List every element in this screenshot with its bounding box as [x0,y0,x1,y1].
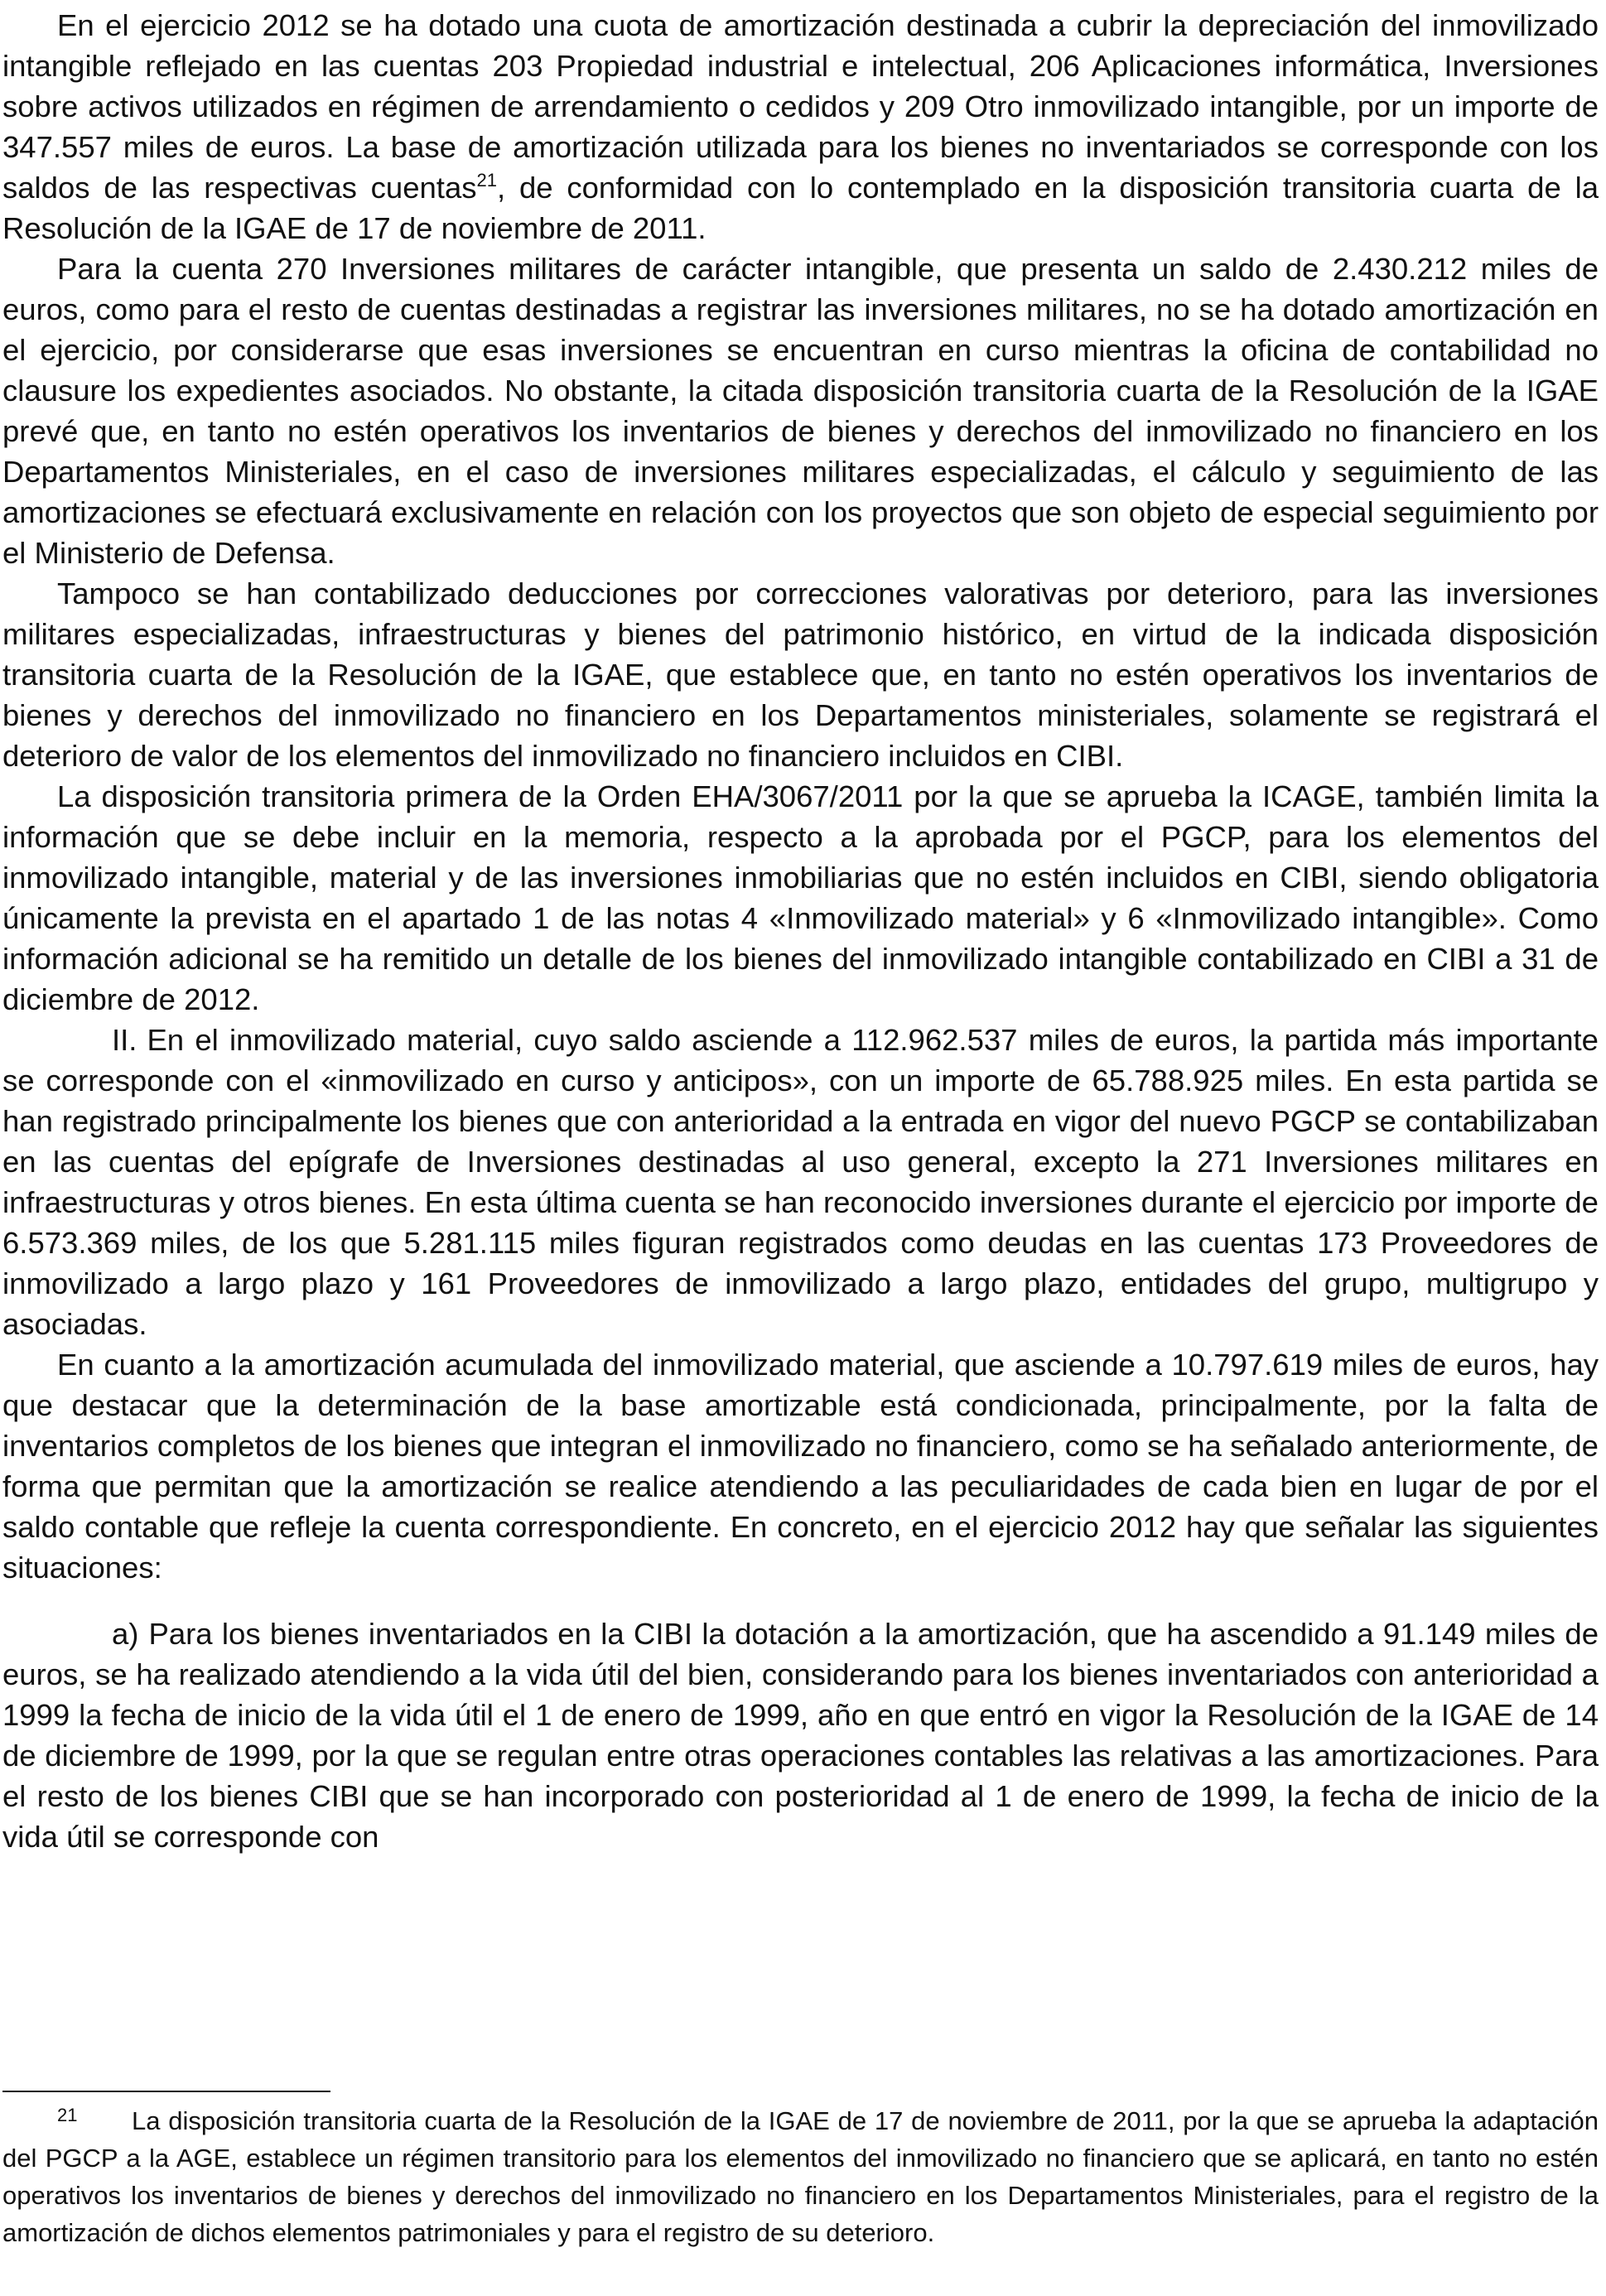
footnote-reference[interactable]: 21 [476,170,497,191]
paragraph-inversiones-militares [2,248,1599,573]
paragraph-amortizacion-acumulada [2,1344,1599,1588]
paragraph-text: Tampoco se han contabilizado deducciones por correcciones valorativas por deterioro, para las inversiones militares especializadas, infraestructuras y bienes del patrimonio histórico, en virtud de la indicada disposición transitoria cuarta de la Resolución de la IGAE, que establece que, en tanto no estén operativos los inventarios de bienes y derechos del inmovilizado no financiero en los Departamentos ministeriales, solamente se registrará el deterioro de valor de los elementos del inmovilizado no financiero incluidos en CIBI. [2,576,1599,773]
paragraph-amortizacion-intangible [2,5,1599,248]
list-label: a) [112,1617,139,1651]
paragraph-text: Para los bienes inventariados en la CIBI la dotación a la amortización, que ha ascendido a 91.149 miles de euros, se ha realizado atendiendo a la vida útil del bien, considerando para los bienes inventariados con anterioridad a 1999 la fecha de inicio de la vida útil el 1 de enero de 1999, año en que entró en vigor la Resolución de la IGAE de 14 de diciembre de 1999, por la que se regulan entre otras operaciones contables las relativas a las amortizaciones. Para el resto de los bienes CIBI que se han incorporado con posterioridad al 1 de enero de 1999, la fecha de inicio de la vida útil se corresponde con [2,1617,1599,1854]
paragraph-text: La disposición transitoria primera de la Orden EHA/3067/2011 por la que se aprueba la ICAGE, también limita la información que se debe incluir en la memoria, respecto a la aprobada por el PGCP, para los elementos del inmovilizado intangible, material y de las inversiones inmobiliarias que no estén incluidos en CIBI, siendo obligatoria únicamente la prevista en el apartado 1 de las notas 4 «Inmovilizado material» y 6 «Inmovilizado intangible». Como información adicional se ha remitido un detalle de los bienes del inmovilizado intangible contabilizado en CIBI a 31 de diciembre de 2012. [2,779,1599,1016]
footnote-21: 21 La disposición transitoria cuarta de la Resolución de la IGAE de 17 de noviembre de 2011, por la que se aprueba la adaptación del PGCP a la AGE, establece un régimen transitorio para los elementos del inmovilizado no financiero que se aplicará, en tanto no estén operativos los inventarios de bienes y derechos del inmovilizado no financiero en los Departamentos Ministeriales, para el registro de la amortización de dichos elementos patrimoniales y para el registro de su deterioro. [2,2105,1599,2247]
footnote-text: La disposición transitoria cuarta de la Resolución de la IGAE de 17 de noviembre de 2011, por la que se aprueba la adaptación del PGCP a la AGE, establece un régimen transitorio para los elementos del inmovilizado no financiero que se aplicará, en tanto no estén operativos los inventarios de bienes y derechos del inmovilizado no financiero en los Departamentos Ministeriales, para el registro de la amortización de dichos elementos patrimoniales y para el registro de su deterioro. [2,2106,1599,2247]
paragraph-text: En el inmovilizado material, cuyo saldo asciende a 112.962.537 miles de euros, la partida más importante se corresponde con el «inmovilizado en curso y anticipos», con un importe de 65.788.925 miles. En esta partida se han registrado principalmente los bienes que con anterioridad a la entrada en vigor del nuevo PGCP se contabilizaban en las cuentas del epígrafe de Inversiones destinadas al uso general, excepto la 271 Inversiones militares en infraestructuras y otros bienes. En esta última cuenta se han reconocido inversiones durante el ejercicio por importe de 6.573.369 miles, de los que 5.281.115 miles figuran registrados como deudas en las cuentas 173 Proveedores de inmovilizado a largo plazo y 161 Proveedores de inmovilizado a largo plazo, entidades del grupo, multigrupo y asociadas. [2,1023,1599,1341]
footnotes [2,2102,1599,2251]
paragraph-disposicion-transitoria [2,776,1599,1020]
paragraph-text: Para la cuenta 270 Inversiones militares de carácter intangible, que presenta un saldo de 2.430.212 miles de euros, como para el resto de cuentas destinadas a registrar las inversiones militares, no se ha dotado amortización en el ejercicio, por considerarse que esas inversiones se encuentran en curso mientras la oficina de contabilidad no clausure los expedientes asociados. No obstante, la citada disposición transitoria cuarta de la Resolución de la IGAE prevé que, en tanto no estén operativos los inventarios de bienes y derechos del inmovilizado no financiero en los Departamentos Ministeriales, en el caso de inversiones militares especializadas, el cálculo y seguimiento de las amortizaciones se efectuará exclusivamente en relación con los proyectos que son objeto de especial seguimiento por el Ministerio de Defensa. [2,252,1599,570]
footnote-separator [2,2091,330,2092]
section-label: II. [112,1023,137,1057]
paragraph-deterioro [2,573,1599,776]
body-text [2,5,1599,1857]
paragraph-text: En el ejercicio 2012 se ha dotado una cuota de amortización destinada a cubrir la depreciación del inmovilizado intangible reflejado en las cuentas 203 Propiedad industrial e intelectual, 206 Aplicaciones informática, Inversiones sobre activos utilizados en régimen de arrendamiento o cedidos y 209 Otro inmovilizado intangible, por un importe de 347.557 miles de euros. La base de amortización utilizada para los bienes no inventariados se corresponde con los saldos de las respectivas cuentas [2,8,1599,205]
paragraph-text: , de conformidad con lo contemplado en la disposición transitoria cuarta de la Resolución de la IGAE de 17 de noviembre de 2011. [2,171,1599,245]
paragraph-bienes-cibi [2,1613,1599,1857]
paragraph-inmovilizado-material [2,1020,1599,1344]
paragraph-text: En cuanto a la amortización acumulada del inmovilizado material, que asciende a 10.797.619 miles de euros, hay que destacar que la determinación de la base amortizable está condicionada, principalmente, por la falta de inventarios completos de los bienes que integran el inmovilizado no financiero, como se ha señalado anteriormente, de forma que permitan que la amortización se realice atendiendo a las peculiaridades de cada bien en lugar de por el saldo contable que refleje la cuenta correspondiente. En concreto, en el ejercicio 2012 hay que señalar las siguientes situaciones: [2,1348,1599,1585]
